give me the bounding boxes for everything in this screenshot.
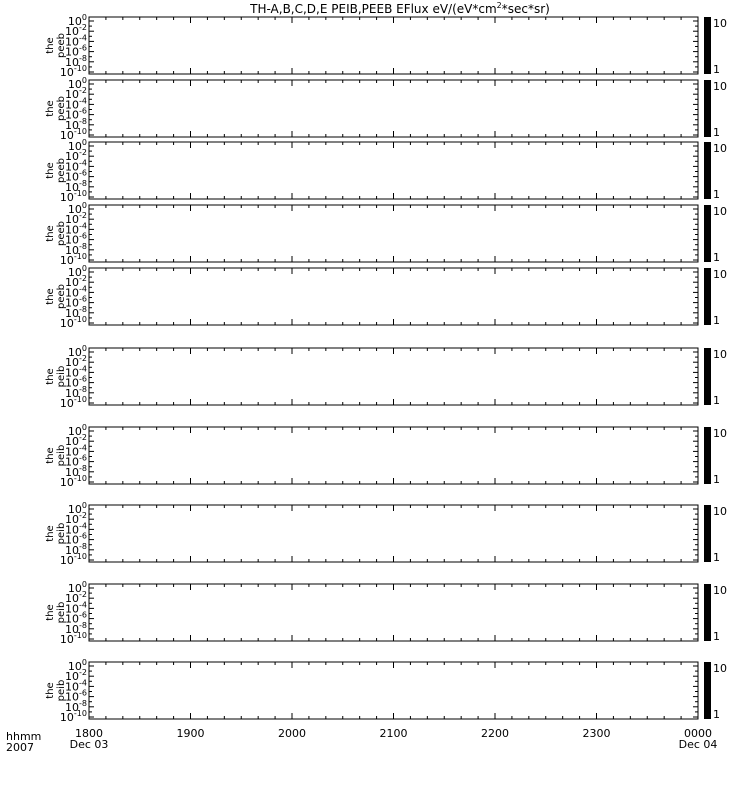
colorbar: [704, 142, 711, 199]
chart-title-superscript: 2: [496, 1, 502, 10]
colorbar: [704, 80, 711, 137]
panel-label: thepeib: [45, 522, 67, 545]
panel-7: [45, 423, 727, 489]
colorbar: [704, 505, 711, 562]
panel-10: [45, 658, 727, 724]
y-tick-label: $10^{-6}$: [65, 374, 87, 390]
y-tick-label: $10^{-4}$: [65, 158, 87, 174]
y-tick-label: $10^{-2}$: [65, 668, 87, 684]
y-tick-label: $10^0$: [67, 201, 87, 216]
colorbar-top-label: 10: [713, 348, 727, 361]
panel-label: thepeeb: [45, 221, 67, 246]
y-tick-label: $10^{-10}$: [59, 315, 87, 330]
y-tick-label: $10^0$: [67, 344, 87, 359]
chart-title-main: TH-A,B,C,D,E PEIB,PEEB EFlux eV/(eV*cm: [250, 2, 497, 16]
panel-4: [45, 201, 727, 267]
panel-9: [45, 580, 727, 646]
colorbar-top-label: 10: [713, 268, 727, 281]
colorbar-bottom-label: 1: [713, 63, 720, 76]
y-tick-label: $10^0$: [67, 501, 87, 516]
y-tick-label: $10^{-10}$: [59, 395, 87, 410]
y-tick-label: $10^{-10}$: [59, 474, 87, 489]
colorbar-bottom-label: 1: [713, 314, 720, 327]
panel-label: thepeeb: [45, 158, 67, 183]
y-tick-label: $10^{-8}$: [65, 178, 87, 194]
y-tick-label: $10^{-8}$: [65, 463, 87, 479]
y-tick-label: $10^{-2}$: [65, 354, 87, 370]
panel-label: thepeib: [45, 365, 67, 388]
y-tick-label: $10^{-10}$: [59, 189, 87, 204]
y-tick-label: $10^0$: [67, 76, 87, 91]
panel-label: thepeeb: [45, 33, 67, 58]
y-tick-label: $10^{-4}$: [65, 33, 87, 49]
colorbar-bottom-label: 1: [713, 126, 720, 139]
colorbar: [704, 268, 711, 325]
colorbar-top-label: 10: [713, 427, 727, 440]
colorbar-top-label: 10: [713, 584, 727, 597]
y-tick-label: $10^{-4}$: [65, 364, 87, 380]
panel-stack: [45, 13, 727, 724]
colorbar-top-label: 10: [713, 505, 727, 518]
y-tick-label: $10^{-2}$: [65, 274, 87, 290]
x-axis-row-label-year: 2007: [6, 741, 34, 754]
y-tick-label: $10^{-8}$: [65, 241, 87, 257]
y-tick-label: $10^{-8}$: [65, 541, 87, 557]
x-tick-label: 0000: [684, 727, 712, 740]
y-tick-label: $10^0$: [67, 580, 87, 595]
x-date-label: Dec 03: [69, 738, 109, 751]
x-date-label: Dec 04: [678, 738, 718, 751]
y-tick-label: $10^{-4}$: [65, 678, 87, 694]
y-tick-label: $10^{-6}$: [65, 610, 87, 626]
plot-frame: [89, 142, 698, 199]
plot-frame: [89, 268, 698, 325]
panel-label: thepeib: [45, 601, 67, 624]
y-tick-label: $10^{-2}$: [65, 511, 87, 527]
x-tick-label: 2000: [278, 727, 306, 740]
y-tick-label: $10^0$: [67, 264, 87, 279]
y-tick-label: $10^{-2}$: [65, 148, 87, 164]
y-tick-label: $10^{-4}$: [65, 600, 87, 616]
y-tick-label: $10^{-10}$: [59, 709, 87, 724]
y-tick-label: $10^{-8}$: [65, 698, 87, 714]
colorbar-top-label: 10: [713, 17, 727, 30]
y-tick-label: $10^{-4}$: [65, 96, 87, 112]
colorbar-bottom-label: 1: [713, 473, 720, 486]
panel-label: thepeeb: [45, 96, 67, 121]
colorbar-bottom-label: 1: [713, 394, 720, 407]
y-tick-label: $10^{-6}$: [65, 168, 87, 184]
plot-frame: [89, 17, 698, 74]
colorbar-top-label: 10: [713, 205, 727, 218]
colorbar-bottom-label: 1: [713, 708, 720, 721]
colorbar: [704, 662, 711, 719]
y-tick-label: $10^{-8}$: [65, 620, 87, 636]
chart-title-tail: *sec*sr): [501, 2, 550, 16]
colorbar: [704, 427, 711, 484]
y-tick-label: $10^{-2}$: [65, 86, 87, 102]
y-tick-label: $10^{-10}$: [59, 252, 87, 267]
x-tick-label: 1800: [75, 727, 103, 740]
y-tick-label: $10^{-10}$: [59, 127, 87, 142]
plot-frame: [89, 505, 698, 562]
y-tick-label: $10^{-8}$: [65, 384, 87, 400]
panel-label: thepeib: [45, 444, 67, 467]
y-tick-label: $10^{-6}$: [65, 43, 87, 59]
y-tick-label: $10^{-6}$: [65, 531, 87, 547]
y-tick-label: $10^0$: [67, 13, 87, 28]
y-tick-label: $10^{-10}$: [59, 631, 87, 646]
y-tick-label: $10^{-6}$: [65, 453, 87, 469]
y-tick-label: $10^0$: [67, 138, 87, 153]
colorbar-top-label: 10: [713, 142, 727, 155]
y-tick-label: $10^{-6}$: [65, 688, 87, 704]
panel-3: [45, 138, 727, 204]
panel-label: thepeeb: [45, 284, 67, 309]
panel-label: thepeib: [45, 679, 67, 702]
plot-frame: [89, 662, 698, 719]
y-tick-label: $10^{-2}$: [65, 590, 87, 606]
plot-frame: [89, 427, 698, 484]
y-tick-label: $10^{-2}$: [65, 23, 87, 39]
x-tick-label: 2200: [481, 727, 509, 740]
colorbar-bottom-label: 1: [713, 251, 720, 264]
panel-8: [45, 501, 727, 567]
panel-1: [45, 13, 727, 79]
colorbar: [704, 205, 711, 262]
y-tick-label: $10^{-4}$: [65, 521, 87, 537]
y-tick-label: $10^{-4}$: [65, 221, 87, 237]
colorbar-top-label: 10: [713, 662, 727, 675]
plot-frame: [89, 584, 698, 641]
colorbar: [704, 17, 711, 74]
y-tick-label: $10^{-6}$: [65, 231, 87, 247]
y-tick-label: $10^{-8}$: [65, 116, 87, 132]
plot-frame: [89, 348, 698, 405]
y-tick-label: $10^{-8}$: [65, 53, 87, 69]
y-tick-label: $10^{-2}$: [65, 433, 87, 449]
plot-frame: [89, 205, 698, 262]
plot-frame: [89, 80, 698, 137]
colorbar: [704, 584, 711, 641]
y-tick-label: $10^{-2}$: [65, 211, 87, 227]
x-tick-label: 2300: [582, 727, 611, 740]
y-tick-label: $10^0$: [67, 423, 87, 438]
colorbar-bottom-label: 1: [713, 188, 720, 201]
y-tick-label: $10^{-6}$: [65, 294, 87, 310]
panel-5: [45, 264, 727, 330]
y-tick-label: $10^0$: [67, 658, 87, 673]
colorbar-bottom-label: 1: [713, 551, 720, 564]
panel-6: [45, 344, 727, 410]
colorbar: [704, 348, 711, 405]
y-tick-label: $10^{-8}$: [65, 304, 87, 320]
x-tick-label: 2100: [379, 727, 408, 740]
y-tick-label: $10^{-4}$: [65, 284, 87, 300]
x-axis-row-label-hhmm: hhmm: [6, 730, 42, 743]
y-tick-label: $10^{-10}$: [59, 64, 87, 79]
panel-2: [45, 76, 727, 142]
y-tick-label: $10^{-4}$: [65, 443, 87, 459]
x-tick-label: 1900: [176, 727, 205, 740]
colorbar-bottom-label: 1: [713, 630, 720, 643]
y-tick-label: $10^{-6}$: [65, 106, 87, 122]
colorbar-top-label: 10: [713, 80, 727, 93]
y-tick-label: $10^{-10}$: [59, 552, 87, 567]
chart-title: [249, 1, 550, 16]
x-axis-labels: [6, 727, 717, 754]
